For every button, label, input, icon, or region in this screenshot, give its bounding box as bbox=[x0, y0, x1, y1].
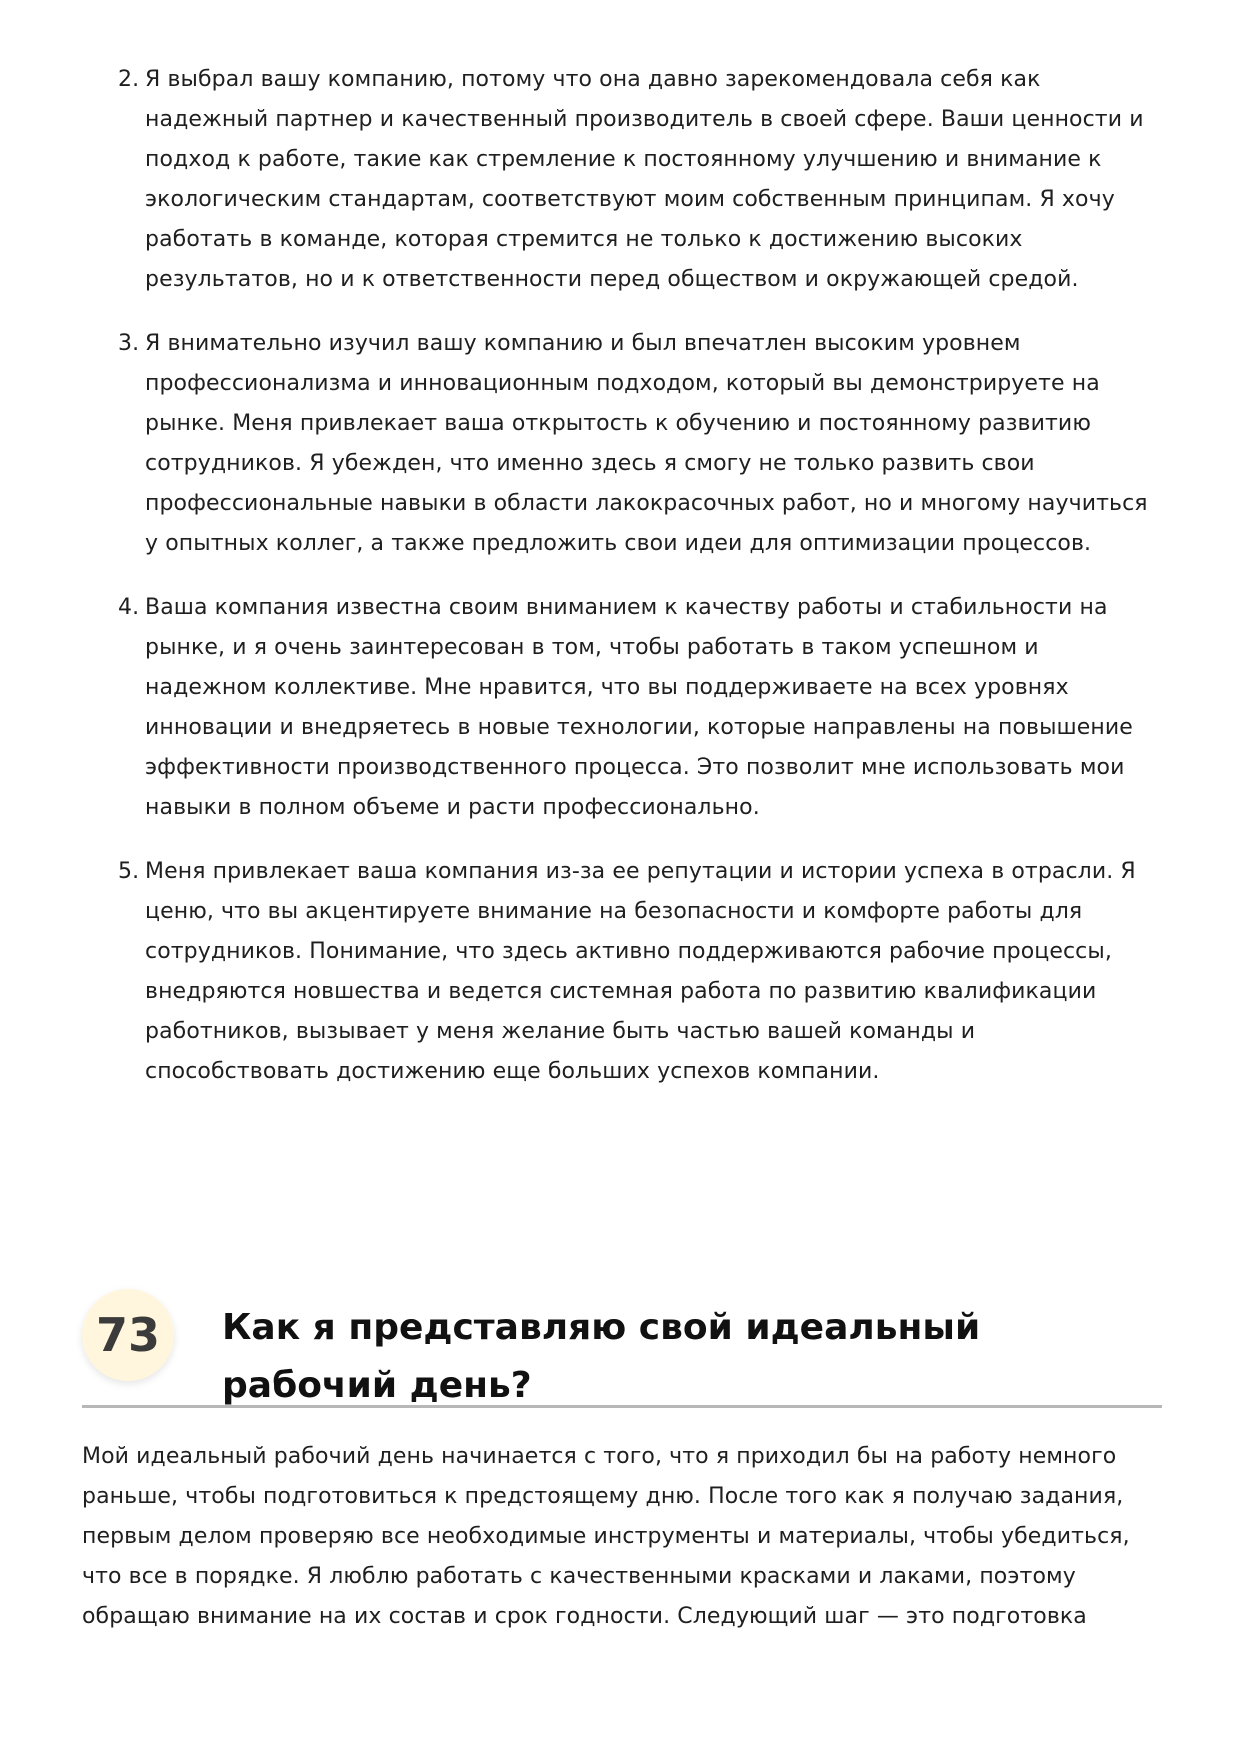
answer-list bbox=[82, 60, 1162, 1116]
list-item-text: Меня привлекает ваша компания из-за ее репутации и истории успеха в отрасли. Я ценю, что вы акцентируете внимание на безопасности и комфорте работы для сотрудников. Понимание, что здесь активно поддерживаются рабочие процессы, внедряются новшества и ведется системная работа по развитию квалификации работников, вызывает у меня желание быть частью вашей команды и способствовать достижению еще больших успехов компании. bbox=[145, 859, 1136, 1084]
list-item-text: Ваша компания известна своим вниманием к качеству работы и стабильности на рынке, и я очень заинтересован в том, чтобы работать в таком успешном и надежном коллективе. Мне нравится, что вы поддерживаете на всех уровнях инновации и внедряетесь в новые технологии, которые направлены на повышение эффективности производственного процесса. Это позволит мне использовать мои навыки в полном объеме и расти профессионально. bbox=[145, 595, 1133, 820]
list-item-number: 2. bbox=[118, 67, 140, 92]
list-item-number: 4. bbox=[118, 595, 140, 620]
list-item bbox=[82, 588, 1162, 828]
list-item-text: Я выбрал вашу компанию, потому что она давно зарекомендовала себя как надежный партнер и качественный производитель в своей сфере. Ваши ценности и подход к работе, такие как стремление к постоянному улучшению и внимание к экологическим стандартам, соответствуют моим собственным принципам. Я хочу работать в команде, которая стремится не только к достижению высоких результатов, но и к ответственности перед обществом и окружающей средой. bbox=[145, 67, 1144, 292]
list-item-text: Я внимательно изучил вашу компанию и был впечатлен высоким уровнем профессионализма и инновационным подходом, который вы демонстрируете на рынке. Меня привлекает ваша открытость к обучению и постоянному развитию сотрудников. Я убежден, что именно здесь я смогу не только развить свои профессиональные навыки в области лакокрасочных работ, но и многому научиться у опытных коллег, а также предложить свои идеи для оптимизации процессов. bbox=[145, 331, 1148, 556]
question-header bbox=[82, 1265, 1162, 1408]
list-item bbox=[82, 852, 1162, 1092]
list-item-number: 5. bbox=[118, 859, 140, 884]
answer-paragraph: Мой идеальный рабочий день начинается с того, что я приходил бы на работу немного раньше, чтобы подготовиться к предстоящему дню. После того как я получаю задания, первым делом проверяю все необходимые инструменты и материалы, чтобы убедиться, что все в порядке. Я люблю работать с качественными красками и лаками, поэтому обращаю внимание на их состав и срок годности. Следующий шаг — это подготовка bbox=[82, 1444, 1130, 1629]
list-item-number: 3. bbox=[118, 331, 140, 356]
list-item bbox=[82, 324, 1162, 564]
question-title: Как я представляю свой идеальный рабочий день? bbox=[222, 1306, 981, 1406]
question-block bbox=[82, 1265, 1162, 1407]
question-number-badge: 73 bbox=[82, 1289, 174, 1381]
list-item bbox=[82, 60, 1162, 300]
